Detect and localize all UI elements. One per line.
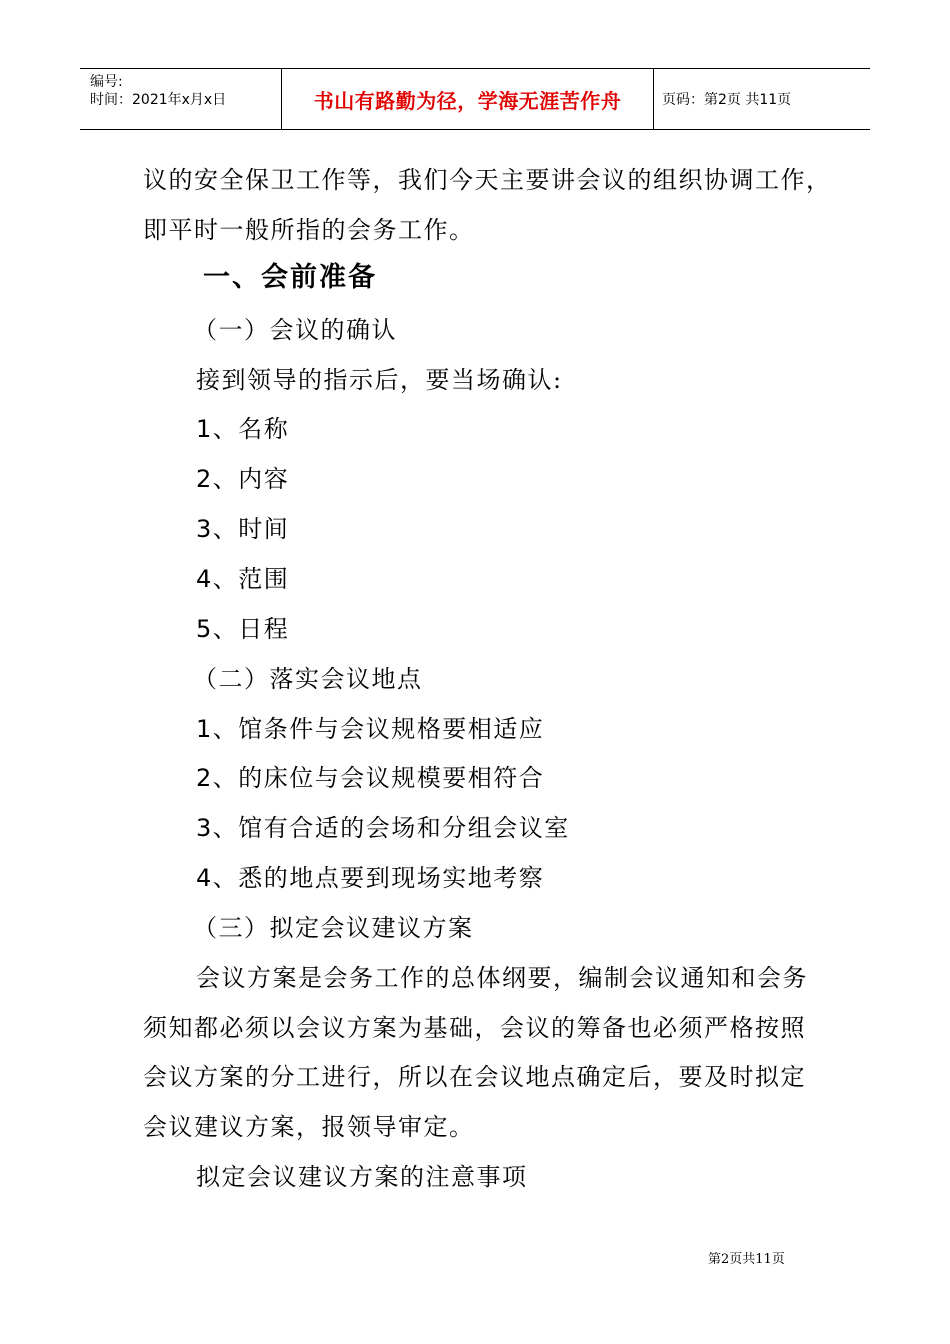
list-item: 3、时间 [196,515,290,543]
subsection-heading: （三）拟定会议建议方案 [193,914,474,942]
list-item: 1、馆条件与会议规格要相适应 [196,715,545,743]
doc-code-label: 编号: [90,74,123,90]
body-line: 会议方案是会务工作的总体纲要，编制会议通知和会务 [196,964,808,992]
subsection-heading: （一）会议的确认 [193,316,397,344]
body-line: 即平时一般所指的会务工作。 [143,216,475,244]
body-line: 议的安全保卫工作等，我们今天主要讲会议的组织协调工作， [143,166,832,194]
subsection-heading: （二）落实会议地点 [193,665,423,693]
body-line: 接到领导的指示后，要当场确认: [196,366,563,394]
body-line: 会议方案的分工进行，所以在会议地点确定后，要及时拟定 [143,1063,806,1091]
header-page-cell [654,69,870,129]
body-line: 须知都必须以会议方案为基础，会议的筹备也必须严格按照 [143,1014,806,1042]
body-line: 会议建议方案，报领导审定。 [143,1113,475,1141]
list-item: 4、范围 [196,565,290,593]
header-slogan-cell [282,69,654,129]
doc-time-label: 时间：2021年x月x日 [90,92,227,108]
list-item: 5、日程 [196,615,290,643]
header-page-info: 页码：第2页 共11页 [662,92,792,108]
list-item: 4、悉的地点要到现场实地考察 [196,864,545,892]
body-line: 拟定会议建议方案的注意事项 [196,1163,528,1191]
header-slogan: 书山有路勤为径，学海无涯苦作舟 [313,88,622,113]
list-item: 3、馆有合适的会场和分组会议室 [196,814,570,842]
header-meta-cell [80,69,282,129]
list-item: 1、名称 [196,415,290,443]
page-footer: 第2页共11页 [708,1252,785,1267]
page-header [80,68,870,130]
list-item: 2、的床位与会议规模要相符合 [196,764,545,792]
list-item: 2、内容 [196,465,290,493]
section-heading: 一、会前准备 [203,262,377,293]
